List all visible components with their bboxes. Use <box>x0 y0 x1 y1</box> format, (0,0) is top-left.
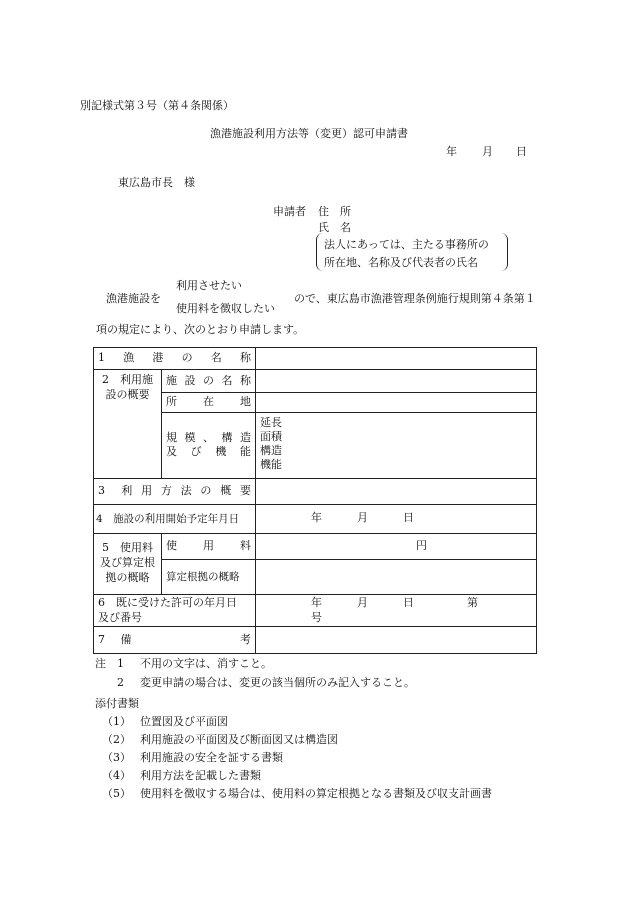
statement-prefix: 漁港施設を <box>106 292 161 305</box>
scale-structure-label: 構造 <box>260 444 282 458</box>
attachments-title: 添付書類 <box>95 697 139 710</box>
facility-location-label: 所 在 地 <box>162 392 256 412</box>
facility-location-value[interactable] <box>256 392 537 412</box>
application-table <box>93 347 537 654</box>
note-1-number: 1 <box>117 657 124 670</box>
scale-function-label: 機能 <box>260 458 282 472</box>
row-harbor-name-label: 1 漁 港 の 名 称 <box>94 348 256 370</box>
statement-suffix: ので、東広島市漁港管理条例施行規則第４条第１ <box>294 292 536 305</box>
facility-scale-label-line1: 規 模 、 構 造 <box>166 430 251 444</box>
start-date-year: 年 <box>311 511 322 525</box>
facility-scale-label <box>162 413 256 478</box>
note-2-number: 2 <box>117 676 124 689</box>
facility-name-label: 施 設 の 名 称 <box>162 370 256 392</box>
fee-basis-value[interactable] <box>256 560 537 595</box>
row-prior-permit-label <box>94 594 256 627</box>
fee-value[interactable] <box>256 533 537 560</box>
addressee: 東広島市長 様 <box>118 176 195 189</box>
statement-option-1: 利用させたい <box>176 279 242 292</box>
prior-permit-day: 日 <box>403 595 414 609</box>
attachment-4-number: （4） <box>102 769 131 782</box>
prior-permit-label-line2: 及び番号 <box>98 610 142 624</box>
prior-permit-go: 号 <box>311 610 322 624</box>
scale-area-label: 面積 <box>260 430 282 444</box>
note-1-text: 不用の文字は、消すこと。 <box>140 657 272 670</box>
facility-scale-label-line2: 及 び 機 能 <box>166 445 251 459</box>
fee-basis-label: 算定根拠の概略 <box>162 560 256 595</box>
facility-scale-value[interactable] <box>256 413 537 478</box>
attachment-1-number: （1） <box>102 715 131 728</box>
corporate-note-line2: 所在地、名称及び代表者の氏名 <box>324 256 478 269</box>
note-2-text: 変更申請の場合は、変更の該当個所のみ記入すること。 <box>140 676 415 689</box>
attachment-5-number: （5） <box>102 787 131 800</box>
row-harbor-name-value[interactable] <box>256 348 537 370</box>
row-remarks-label: 7 備 考 <box>94 627 256 654</box>
notes-lead: 注 <box>95 657 106 670</box>
statement-line-2: 項の規定により、次のとおり申請します。 <box>96 323 305 336</box>
row-start-date-value[interactable] <box>256 505 537 534</box>
start-date-day: 日 <box>403 511 414 525</box>
fee-label: 使 用 料 <box>162 533 256 560</box>
applicant-label: 申請者 <box>273 205 306 218</box>
attachment-3-number: （3） <box>102 751 131 764</box>
prior-permit-year: 年 <box>311 595 322 609</box>
date-day: 日 <box>516 145 527 158</box>
prior-permit-dai: 第 <box>467 595 478 609</box>
form-number: 別記様式第３号（第４条関係） <box>80 99 234 112</box>
row-start-date-label: 4 施設の利用開始予定年月日 <box>94 505 256 534</box>
attachment-1-text: 位置図及び平面図 <box>140 715 228 728</box>
facility-name-value[interactable] <box>256 370 537 392</box>
statement-option-2: 使用料を徴収したい <box>176 302 275 315</box>
corporate-note-line1: 法人にあっては、主たる事務所の <box>324 238 489 251</box>
attachment-2-text: 利用施設の平面図及び断面図又は構造図 <box>140 733 338 746</box>
row-prior-permit-value[interactable] <box>256 594 537 627</box>
address-label: 住 所 <box>318 205 351 218</box>
attachment-3-text: 利用施設の安全を証する書類 <box>140 751 283 764</box>
row-remarks-value[interactable] <box>256 627 537 654</box>
date-month: 月 <box>482 145 493 158</box>
form-title: 漁港施設利用方法等（変更）認可申請書 <box>210 127 408 140</box>
row-fee-label: 5 使用料及び算定根拠の概略 <box>94 533 162 594</box>
fee-yen: 円 <box>416 538 427 552</box>
scale-length-label: 延長 <box>260 416 282 430</box>
prior-permit-label-line1: 6 既に受けた許可の年月日 <box>98 595 237 609</box>
date-year: 年 <box>446 145 457 158</box>
row-usage-method-label: 3 利 用 方 法 の 概 要 <box>94 478 256 505</box>
name-label: 氏 名 <box>318 221 351 234</box>
attachment-5-text: 使用料を徴収する場合は、使用料の算定根拠となる書類及び収支計画書 <box>140 787 492 800</box>
attachment-2-number: （2） <box>102 733 131 746</box>
prior-permit-month: 月 <box>357 595 368 609</box>
attachment-4-text: 利用方法を記載した書類 <box>140 769 261 782</box>
row-usage-method-value[interactable] <box>256 478 537 505</box>
start-date-month: 月 <box>357 511 368 525</box>
row-facility-overview-label: 2 利用施設の概要 <box>94 370 162 478</box>
